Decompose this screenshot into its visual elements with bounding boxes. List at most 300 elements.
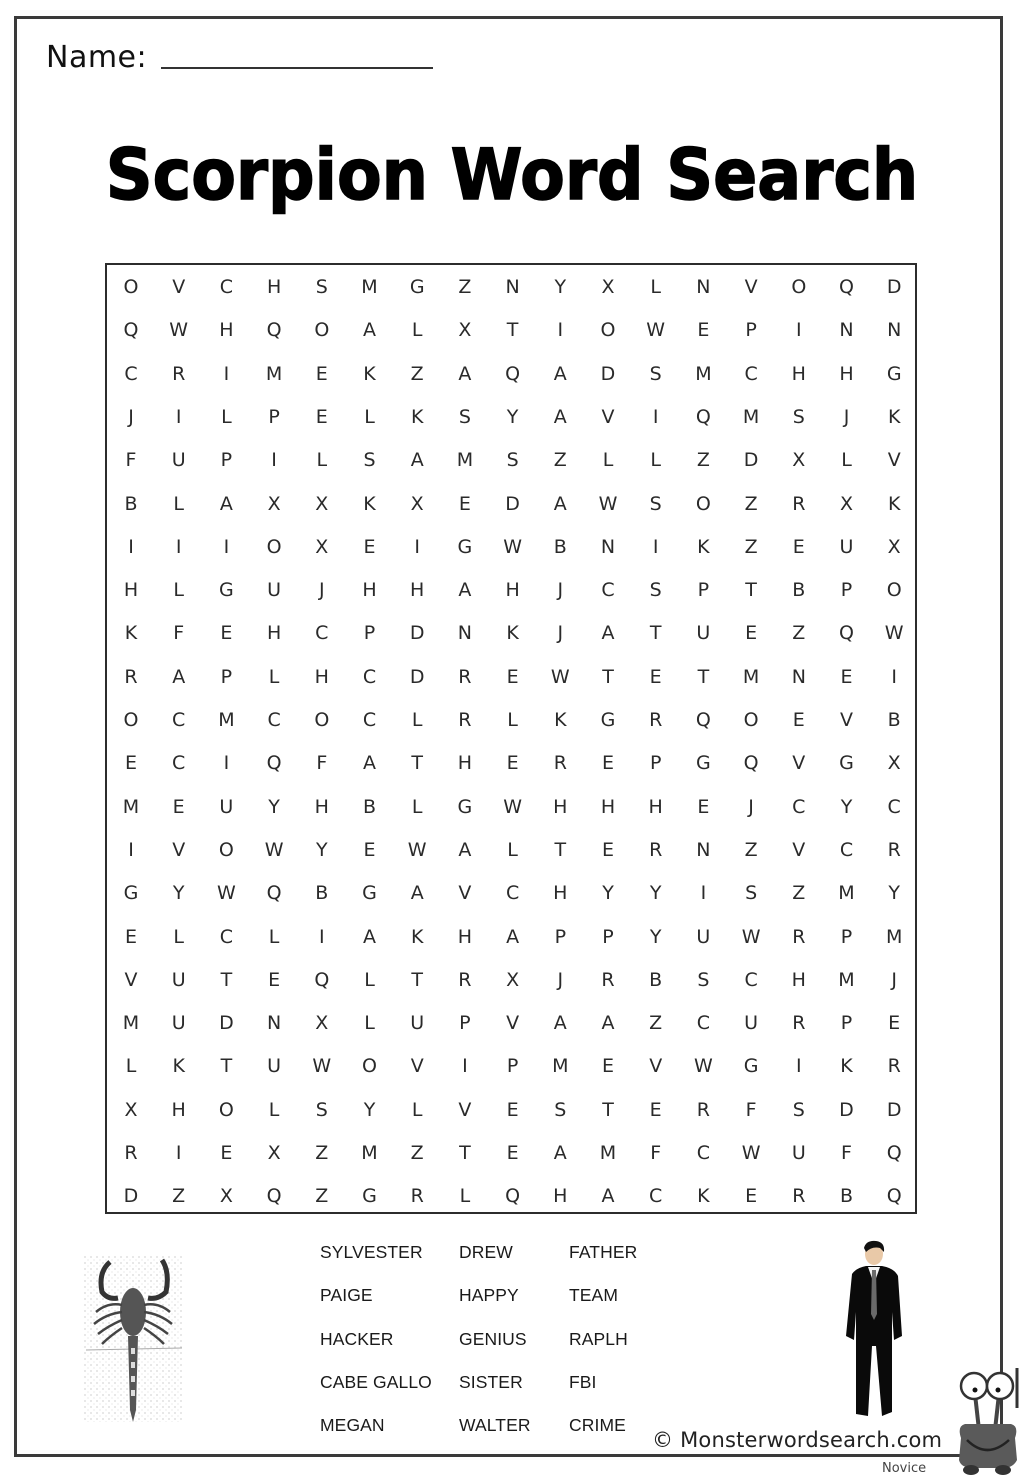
grid-cell[interactable]: I — [652, 405, 659, 428]
grid-cell[interactable]: I — [175, 405, 182, 428]
grid-cell[interactable]: G — [743, 1055, 759, 1078]
grid-cell[interactable]: E — [220, 622, 233, 645]
grid-cell[interactable]: O — [218, 1098, 234, 1121]
grid-cell[interactable]: V — [792, 838, 806, 861]
grid-cell[interactable]: K — [840, 1055, 853, 1078]
grid-cell[interactable]: A — [506, 925, 520, 948]
grid-cell[interactable]: V — [887, 449, 901, 472]
grid-cell[interactable]: O — [886, 579, 902, 602]
grid-cell[interactable]: I — [175, 1142, 182, 1164]
grid-cell[interactable]: S — [792, 405, 805, 428]
grid-cell[interactable]: W — [693, 1055, 713, 1078]
grid-cell[interactable]: R — [124, 1142, 138, 1164]
grid-cell[interactable]: Z — [792, 622, 806, 645]
grid-cell[interactable]: E — [745, 1185, 758, 1208]
grid-cell[interactable]: X — [315, 492, 329, 515]
grid-cell[interactable]: G — [362, 1185, 377, 1208]
grid-cell[interactable]: I — [652, 535, 659, 558]
grid-cell[interactable]: C — [362, 709, 377, 731]
grid-cell[interactable]: H — [600, 795, 616, 818]
grid-cell[interactable]: C — [839, 838, 854, 861]
grid-cell[interactable]: O — [791, 276, 807, 298]
grid-cell[interactable]: Z — [744, 535, 758, 558]
grid-cell[interactable]: L — [411, 319, 423, 342]
grid-cell[interactable]: P — [220, 665, 233, 688]
grid-cell[interactable]: B — [553, 535, 567, 558]
grid-cell[interactable]: D — [886, 1098, 902, 1121]
grid-cell[interactable]: K — [363, 492, 376, 515]
grid-cell[interactable]: M — [122, 1012, 140, 1035]
grid-cell[interactable]: T — [220, 1055, 233, 1078]
grid-cell[interactable]: N — [791, 665, 806, 688]
grid-cell[interactable]: A — [458, 579, 472, 602]
grid-cell[interactable]: B — [839, 1185, 854, 1208]
grid-cell[interactable]: L — [221, 405, 232, 428]
grid-cell[interactable]: W — [503, 535, 522, 558]
grid-cell[interactable]: Y — [840, 795, 853, 818]
grid-cell[interactable]: Z — [458, 276, 472, 298]
grid-cell[interactable]: H — [314, 795, 329, 818]
grid-cell[interactable]: Q — [266, 1185, 282, 1208]
grid-cell[interactable]: Y — [554, 276, 567, 298]
grid-cell[interactable]: E — [124, 925, 137, 948]
grid-cell[interactable]: D — [409, 665, 425, 688]
grid-cell[interactable]: E — [697, 319, 710, 342]
grid-cell[interactable]: A — [553, 1142, 567, 1164]
grid-cell[interactable]: G — [219, 579, 234, 602]
grid-cell[interactable]: Y — [315, 838, 328, 861]
grid-cell[interactable]: W — [503, 795, 522, 818]
grid-cell[interactable]: A — [601, 1012, 615, 1035]
grid-cell[interactable]: C — [172, 752, 186, 775]
grid-cell[interactable]: H — [553, 882, 568, 905]
grid-cell[interactable]: P — [554, 925, 567, 948]
grid-cell[interactable]: R — [792, 492, 806, 515]
grid-cell[interactable]: R — [601, 968, 615, 991]
grid-cell[interactable]: H — [266, 276, 282, 298]
grid-cell[interactable]: D — [600, 362, 616, 385]
grid-cell[interactable]: H — [791, 968, 806, 991]
grid-cell[interactable]: R — [410, 1185, 424, 1208]
grid-cell[interactable]: P — [840, 579, 853, 602]
grid-cell[interactable]: W — [741, 925, 761, 948]
grid-cell[interactable]: V — [840, 709, 853, 731]
grid-cell[interactable]: W — [407, 838, 427, 861]
grid-cell[interactable]: E — [268, 968, 281, 991]
grid-cell[interactable]: S — [745, 882, 758, 905]
grid-cell[interactable]: I — [795, 319, 802, 342]
grid-cell[interactable]: W — [884, 622, 904, 645]
grid-cell[interactable]: G — [457, 795, 473, 818]
grid-cell[interactable]: Q — [266, 882, 282, 905]
grid-cell[interactable]: L — [411, 795, 423, 818]
grid-cell[interactable]: P — [745, 319, 757, 342]
grid-cell[interactable]: P — [697, 579, 710, 602]
grid-cell[interactable]: H — [362, 579, 377, 602]
grid-cell[interactable]: E — [363, 838, 376, 861]
grid-cell[interactable]: F — [841, 1142, 852, 1164]
grid-cell[interactable]: Q — [266, 319, 282, 342]
grid-cell[interactable]: C — [601, 579, 615, 602]
grid-cell[interactable]: M — [552, 1055, 569, 1078]
grid-cell[interactable]: E — [649, 1098, 662, 1121]
grid-cell[interactable]: O — [123, 709, 139, 731]
grid-cell[interactable]: K — [887, 405, 901, 428]
grid-cell[interactable]: U — [839, 535, 854, 558]
grid-cell[interactable]: O — [314, 709, 330, 731]
grid-cell[interactable]: W — [646, 319, 666, 342]
grid-cell[interactable]: I — [318, 925, 325, 948]
grid-cell[interactable]: I — [223, 535, 230, 558]
grid-cell[interactable]: M — [361, 1142, 378, 1164]
grid-cell[interactable]: N — [505, 276, 520, 298]
grid-cell[interactable]: C — [219, 276, 234, 298]
grid-cell[interactable]: U — [696, 622, 711, 645]
grid-cell[interactable]: K — [887, 492, 901, 515]
grid-cell[interactable]: M — [122, 795, 140, 818]
grid-cell[interactable]: J — [557, 968, 564, 991]
grid-cell[interactable]: Q — [505, 362, 521, 385]
grid-cell[interactable]: Y — [363, 1098, 376, 1121]
grid-cell[interactable]: L — [650, 449, 661, 472]
grid-cell[interactable]: K — [506, 622, 519, 645]
grid-cell[interactable]: M — [218, 709, 235, 731]
grid-cell[interactable]: G — [123, 882, 139, 905]
grid-cell[interactable]: Q — [839, 276, 854, 298]
grid-cell[interactable]: L — [507, 838, 518, 861]
grid-cell[interactable]: E — [601, 752, 614, 775]
grid-cell[interactable]: G — [886, 362, 902, 385]
grid-cell[interactable]: L — [602, 449, 614, 472]
grid-cell[interactable]: A — [553, 362, 567, 385]
grid-cell[interactable]: K — [410, 405, 424, 428]
grid-cell[interactable]: A — [363, 319, 376, 342]
grid-cell[interactable]: R — [696, 1098, 710, 1121]
grid-cell[interactable]: I — [175, 535, 182, 558]
grid-cell[interactable]: S — [315, 1098, 328, 1121]
grid-cell[interactable]: Z — [315, 1142, 329, 1164]
grid-cell[interactable]: C — [172, 709, 186, 731]
grid-cell[interactable]: T — [411, 968, 423, 991]
grid-cell[interactable]: C — [744, 968, 758, 991]
grid-cell[interactable]: L — [268, 925, 280, 948]
grid-cell[interactable]: D — [839, 1098, 854, 1121]
grid-cell[interactable]: D — [743, 449, 759, 472]
grid-cell[interactable]: I — [891, 665, 897, 688]
grid-cell[interactable]: N — [696, 838, 711, 861]
grid-cell[interactable]: O — [695, 492, 711, 515]
grid-cell[interactable]: F — [745, 1098, 757, 1121]
grid-cell[interactable]: P — [459, 1012, 471, 1035]
grid-cell[interactable]: I — [557, 319, 564, 342]
grid-cell[interactable]: L — [316, 449, 328, 472]
grid-cell[interactable]: G — [839, 752, 854, 775]
grid-cell[interactable]: R — [792, 925, 806, 948]
grid-cell[interactable]: R — [124, 665, 138, 688]
grid-cell[interactable]: T — [745, 579, 757, 602]
grid-cell[interactable]: W — [169, 319, 189, 342]
grid-cell[interactable]: P — [602, 925, 614, 948]
grid-cell[interactable]: Z — [792, 882, 806, 905]
grid-cell[interactable]: O — [743, 709, 759, 731]
grid-cell[interactable]: V — [458, 1098, 472, 1121]
grid-cell[interactable]: Y — [649, 882, 662, 905]
grid-cell[interactable]: H — [553, 1185, 568, 1208]
grid-cell[interactable]: Z — [410, 1142, 424, 1164]
grid-cell[interactable]: L — [173, 925, 184, 948]
grid-cell[interactable]: I — [462, 1055, 468, 1078]
grid-cell[interactable]: A — [458, 362, 472, 385]
grid-cell[interactable]: B — [649, 968, 663, 991]
grid-cell[interactable]: A — [458, 838, 472, 861]
grid-cell[interactable]: L — [459, 1185, 471, 1208]
grid-cell[interactable]: E — [220, 1142, 233, 1164]
grid-cell[interactable]: H — [457, 752, 473, 775]
grid-cell[interactable]: K — [172, 1055, 185, 1078]
grid-cell[interactable]: A — [601, 1185, 615, 1208]
grid-cell[interactable]: H — [457, 925, 473, 948]
grid-cell[interactable]: X — [124, 1098, 138, 1121]
grid-cell[interactable]: E — [506, 665, 519, 688]
grid-cell[interactable]: X — [458, 319, 472, 342]
grid-cell[interactable]: Q — [695, 405, 711, 428]
grid-cell[interactable]: E — [888, 1012, 901, 1035]
grid-cell[interactable]: O — [266, 535, 282, 558]
grid-cell[interactable]: X — [792, 449, 806, 472]
grid-cell[interactable]: Y — [172, 882, 185, 905]
grid-cell[interactable]: S — [458, 405, 471, 428]
grid-cell[interactable]: Z — [553, 449, 567, 472]
grid-cell[interactable]: H — [839, 362, 854, 385]
grid-cell[interactable]: U — [791, 1142, 806, 1164]
grid-cell[interactable]: C — [696, 1142, 711, 1164]
grid-cell[interactable]: M — [599, 1142, 617, 1164]
grid-cell[interactable]: J — [557, 579, 564, 602]
grid-cell[interactable]: C — [315, 622, 329, 645]
grid-cell[interactable]: E — [792, 535, 805, 558]
grid-cell[interactable]: W — [741, 1142, 761, 1164]
grid-cell[interactable]: X — [601, 276, 615, 298]
grid-cell[interactable]: H — [219, 319, 234, 342]
grid-cell[interactable]: Q — [123, 319, 139, 342]
grid-cell[interactable]: Q — [839, 622, 854, 645]
grid-cell[interactable]: L — [364, 1012, 375, 1035]
grid-cell[interactable]: X — [315, 1012, 329, 1035]
grid-cell[interactable]: G — [696, 752, 711, 775]
grid-cell[interactable]: T — [220, 968, 233, 991]
grid-cell[interactable]: K — [363, 362, 376, 385]
grid-cell[interactable]: I — [128, 838, 134, 861]
grid-cell[interactable]: H — [314, 665, 329, 688]
grid-cell[interactable]: C — [696, 1012, 711, 1035]
grid-cell[interactable]: V — [792, 752, 806, 775]
grid-cell[interactable]: X — [410, 492, 424, 515]
grid-cell[interactable]: W — [312, 1055, 332, 1078]
grid-cell[interactable]: D — [505, 492, 520, 515]
grid-cell[interactable]: M — [456, 449, 474, 472]
grid-cell[interactable]: E — [458, 492, 471, 515]
grid-cell[interactable]: O — [314, 319, 330, 342]
grid-cell[interactable]: X — [506, 968, 520, 991]
grid-cell[interactable]: E — [172, 795, 185, 818]
grid-cell[interactable]: L — [507, 709, 518, 731]
grid-cell[interactable]: U — [171, 449, 186, 472]
grid-cell[interactable]: P — [363, 622, 376, 645]
grid-cell[interactable]: L — [268, 1098, 280, 1121]
grid-cell[interactable]: M — [695, 362, 712, 385]
grid-cell[interactable]: X — [887, 535, 901, 558]
grid-cell[interactable]: I — [700, 882, 707, 905]
grid-cell[interactable]: R — [887, 1055, 901, 1078]
grid-cell[interactable]: X — [839, 492, 854, 515]
grid-cell[interactable]: L — [411, 709, 423, 731]
grid-cell[interactable]: L — [268, 665, 280, 688]
grid-cell[interactable]: Q — [886, 1142, 902, 1164]
grid-cell[interactable]: S — [792, 1098, 805, 1121]
grid-cell[interactable]: J — [318, 579, 325, 602]
grid-cell[interactable]: F — [650, 1142, 662, 1164]
grid-cell[interactable]: U — [267, 1055, 282, 1078]
grid-cell[interactable]: O — [123, 276, 139, 298]
grid-cell[interactable]: O — [362, 1055, 377, 1078]
grid-cell[interactable]: U — [171, 1012, 186, 1035]
grid-cell[interactable]: H — [123, 579, 139, 602]
grid-cell[interactable]: D — [123, 1185, 139, 1208]
grid-cell[interactable]: V — [458, 882, 472, 905]
grid-cell[interactable]: T — [506, 319, 519, 342]
grid-cell[interactable]: H — [648, 795, 663, 818]
grid-cell[interactable]: G — [457, 535, 473, 558]
grid-cell[interactable]: X — [315, 535, 329, 558]
grid-cell[interactable]: Y — [888, 882, 900, 905]
grid-cell[interactable]: I — [795, 1055, 802, 1078]
grid-cell[interactable]: L — [411, 1098, 423, 1121]
grid-cell[interactable]: B — [362, 795, 377, 818]
grid-cell[interactable]: T — [459, 1142, 471, 1164]
grid-cell[interactable]: S — [649, 362, 662, 385]
grid-cell[interactable]: Y — [602, 882, 614, 905]
grid-cell[interactable]: W — [264, 838, 284, 861]
grid-cell[interactable]: H — [791, 362, 806, 385]
grid-cell[interactable]: S — [363, 449, 376, 472]
grid-cell[interactable]: K — [124, 622, 138, 645]
grid-cell[interactable]: N — [457, 622, 472, 645]
grid-cell[interactable]: S — [649, 492, 662, 515]
grid-cell[interactable]: M — [265, 362, 283, 385]
grid-cell[interactable]: L — [650, 276, 661, 298]
grid-cell[interactable]: A — [553, 1012, 567, 1035]
grid-cell[interactable]: A — [363, 752, 376, 775]
grid-cell[interactable]: L — [125, 1055, 137, 1078]
grid-cell[interactable]: Q — [505, 1185, 521, 1208]
grid-cell[interactable]: V — [601, 405, 615, 428]
grid-cell[interactable]: M — [361, 276, 378, 298]
grid-cell[interactable]: N — [887, 319, 902, 342]
grid-cell[interactable]: P — [840, 1012, 853, 1035]
grid-cell[interactable]: S — [649, 579, 662, 602]
grid-cell[interactable]: K — [697, 1185, 710, 1208]
grid-cell[interactable]: Z — [649, 1012, 663, 1035]
grid-cell[interactable]: N — [266, 1012, 282, 1035]
grid-cell[interactable]: J — [891, 968, 897, 991]
grid-cell[interactable]: X — [887, 752, 901, 775]
grid-cell[interactable]: B — [792, 579, 806, 602]
grid-cell[interactable]: Q — [266, 752, 282, 775]
grid-cell[interactable]: E — [697, 795, 710, 818]
grid-cell[interactable]: V — [124, 968, 138, 991]
grid-cell[interactable]: E — [315, 405, 328, 428]
grid-cell[interactable]: E — [363, 535, 376, 558]
grid-cell[interactable]: G — [409, 276, 425, 298]
grid-cell[interactable]: E — [792, 709, 805, 731]
grid-cell[interactable]: Q — [743, 752, 759, 775]
grid-cell[interactable]: W — [598, 492, 618, 515]
grid-cell[interactable]: I — [271, 449, 277, 472]
grid-cell[interactable]: A — [553, 492, 567, 515]
grid-cell[interactable]: F — [125, 449, 137, 472]
grid-cell[interactable]: C — [219, 925, 234, 948]
grid-cell[interactable]: A — [553, 405, 567, 428]
grid-cell[interactable]: R — [792, 1012, 806, 1035]
grid-cell[interactable]: B — [887, 709, 901, 731]
grid-cell[interactable]: R — [458, 968, 472, 991]
grid-cell[interactable]: G — [600, 709, 616, 731]
grid-cell[interactable]: V — [506, 1012, 520, 1035]
grid-cell[interactable]: A — [410, 882, 424, 905]
grid-cell[interactable]: S — [554, 1098, 567, 1121]
grid-cell[interactable]: E — [506, 1098, 519, 1121]
grid-cell[interactable]: I — [128, 535, 134, 558]
grid-cell[interactable]: U — [219, 795, 234, 818]
grid-cell[interactable]: E — [601, 838, 614, 861]
grid-cell[interactable]: R — [553, 752, 567, 775]
grid-cell[interactable]: Q — [314, 968, 330, 991]
grid-cell[interactable]: I — [414, 535, 420, 558]
grid-cell[interactable]: T — [411, 752, 423, 775]
grid-cell[interactable]: P — [268, 405, 280, 428]
grid-cell[interactable]: Z — [696, 449, 710, 472]
grid-cell[interactable]: E — [506, 752, 519, 775]
grid-cell[interactable]: H — [505, 579, 520, 602]
grid-cell[interactable]: E — [649, 665, 662, 688]
grid-cell[interactable]: N — [600, 535, 616, 558]
name-input-line[interactable] — [161, 67, 433, 69]
grid-cell[interactable]: R — [458, 665, 472, 688]
grid-cell[interactable]: C — [505, 882, 520, 905]
grid-cell[interactable]: U — [696, 925, 711, 948]
grid-cell[interactable]: W — [216, 882, 236, 905]
grid-cell[interactable]: X — [267, 1142, 281, 1164]
grid-cell[interactable]: M — [838, 882, 855, 905]
grid-cell[interactable]: F — [316, 752, 328, 775]
grid-cell[interactable]: M — [838, 968, 855, 991]
grid-cell[interactable]: U — [410, 1012, 425, 1035]
grid-cell[interactable]: C — [267, 709, 281, 731]
grid-cell[interactable]: I — [223, 752, 230, 775]
grid-cell[interactable]: H — [171, 1098, 186, 1121]
grid-cell[interactable]: M — [742, 405, 760, 428]
grid-cell[interactable]: V — [744, 276, 758, 298]
grid-cell[interactable]: S — [506, 449, 519, 472]
grid-cell[interactable]: T — [649, 622, 662, 645]
grid-cell[interactable]: D — [886, 276, 902, 298]
grid-cell[interactable]: R — [649, 838, 663, 861]
grid-cell[interactable]: L — [173, 492, 184, 515]
grid-cell[interactable]: P — [220, 449, 233, 472]
grid-cell[interactable]: E — [506, 1142, 519, 1164]
grid-cell[interactable]: E — [601, 1055, 614, 1078]
grid-cell[interactable]: Z — [744, 838, 758, 861]
